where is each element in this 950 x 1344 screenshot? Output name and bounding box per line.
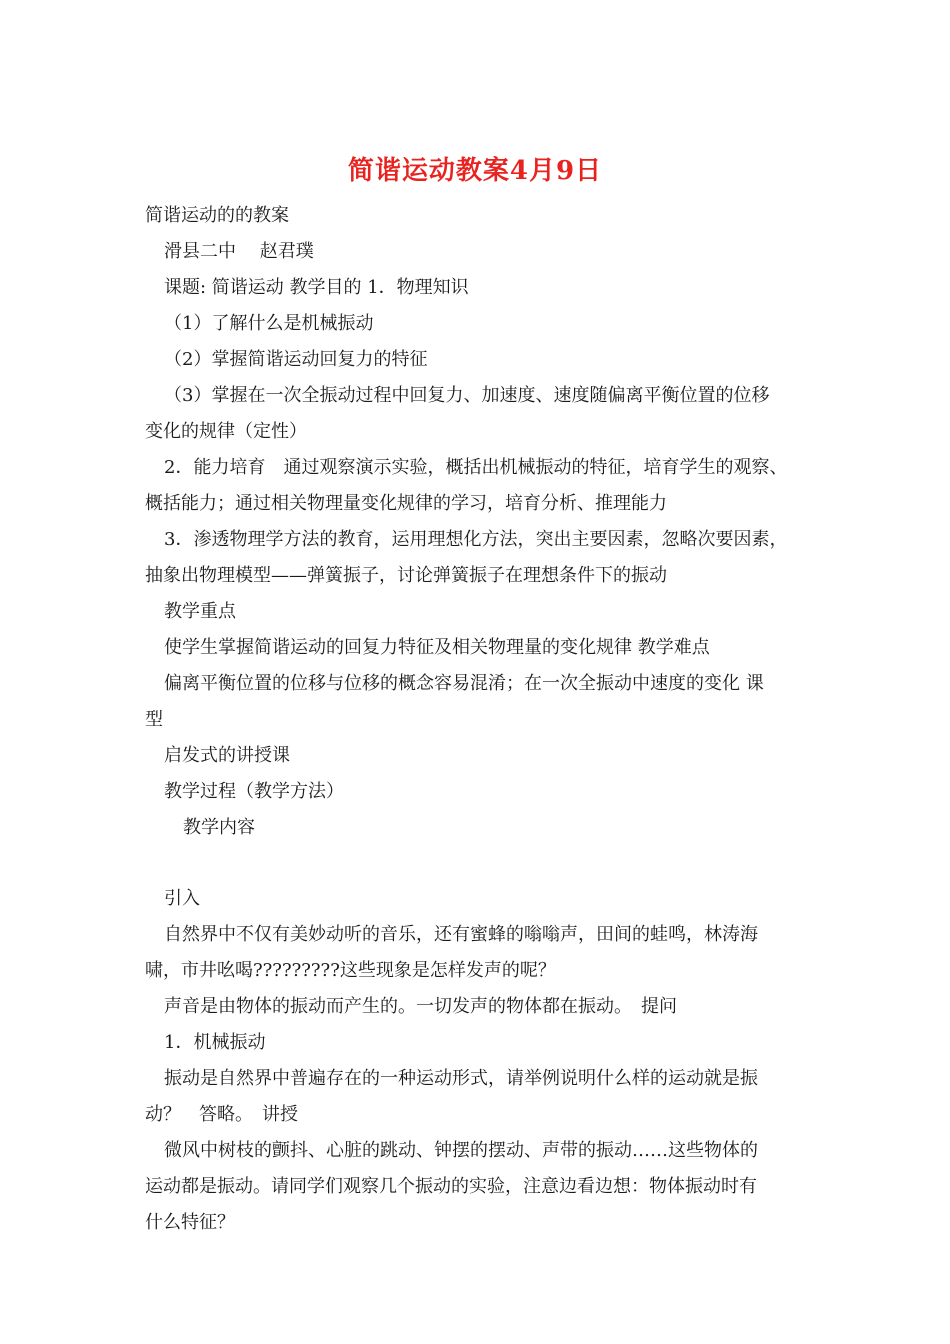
document-body <box>145 198 817 1241</box>
text-line: 概括能力；通过相关物理量变化规律的学习，培育分析、推理能力 <box>145 493 667 514</box>
text-line: 自然界中不仅有美妙动听的音乐，还有蜜蜂的嗡嗡声，田间的蛙鸣，林涛海 <box>164 924 758 945</box>
text-line: 启发式的讲授课 <box>164 745 290 766</box>
text-line: 变化的规律（定性） <box>145 421 307 442</box>
text-line: 使学生掌握简谐运动的回复力特征及相关物理量的变化规律 教学难点 <box>164 637 710 658</box>
text-line: 动？ 答略。 讲授 <box>145 1104 298 1125</box>
text-line: 1．机械振动 <box>164 1032 266 1053</box>
text-line: 引入 <box>164 888 200 909</box>
text-line: 简谐运动的的教案 <box>145 205 289 226</box>
text-line: 声音是由物体的振动而产生的。一切发声的物体都在振动。 提问 <box>164 996 677 1017</box>
text-line: 课题: 简谐运动 教学目的 1．物理知识 <box>164 277 469 298</box>
text-line: 滑县二中 赵君璞 <box>164 241 314 262</box>
text-line: （3）掌握在一次全振动过程中回复力、加速度、速度随偏离平衡位置的位移 <box>164 385 770 406</box>
text-line: 型 <box>145 709 163 730</box>
text-line: 抽象出物理模型——弹簧振子，讨论弹簧振子在理想条件下的振动 <box>145 565 667 586</box>
blank-line <box>145 846 817 881</box>
text-line: 偏离平衡位置的位移与位移的概念容易混淆；在一次全振动中速度的变化 课 <box>164 673 764 694</box>
text-line: （1）了解什么是机械振动 <box>164 313 374 334</box>
text-line: 3．渗透物理学方法的教育，运用理想化方法，突出主要因素，忽略次要因素， <box>164 529 788 550</box>
document-title: 简谐运动教案4月9日 <box>347 156 603 186</box>
text-line: 啸，市井吆喝?????????这些现象是怎样发声的呢？ <box>145 960 556 981</box>
text-line: 微风中树枝的颤抖、心脏的跳动、钟摆的摆动、声带的振动……这些物体的 <box>164 1140 758 1161</box>
text-line: 振动是自然界中普遍存在的一种运动形式，请举例说明什么样的运动就是振 <box>164 1068 758 1089</box>
text-line: 运动都是振动。请同学们观察几个振动的实验，注意边看边想：物体振动时有 <box>145 1176 757 1197</box>
text-line: 2．能力培育 通过观察演示实验，概括出机械振动的特征，培育学生的观察、 <box>164 457 788 478</box>
text-line: 什么特征？ <box>145 1212 235 1233</box>
text-line: 教学重点 <box>164 601 236 622</box>
text-line: 教学过程（教学方法） <box>164 781 344 802</box>
text-line: 教学内容 <box>183 817 255 838</box>
text-line: （2）掌握简谐运动回复力的特征 <box>164 349 428 370</box>
